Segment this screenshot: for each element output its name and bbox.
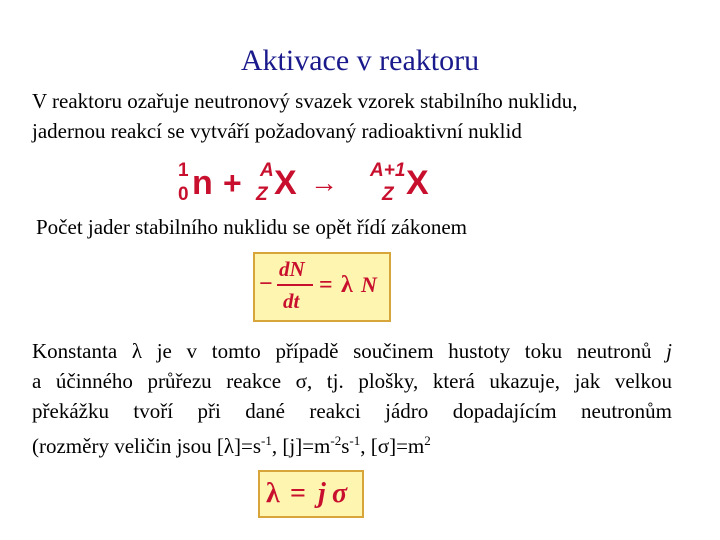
lambda-inline: λ [131, 339, 143, 363]
nuclear-reaction-equation [170, 152, 440, 207]
target-symbol: X [274, 164, 297, 202]
equals-sign: = [319, 272, 333, 298]
sigma-symbol-final: σ [332, 478, 348, 509]
j-symbol-final: j [318, 478, 326, 509]
constant-line-1: Konstanta λ je v tomto případě součinem hustoty toku neutronů j [32, 339, 672, 363]
intro-line-2: jadernou reakcí se vytváří požadovaný radioaktivní nuklid [32, 119, 522, 143]
lambda-symbol-final: λ [266, 478, 280, 509]
j-inline: j [666, 339, 672, 363]
target-charge-number: Z [256, 184, 268, 205]
plus-sign: + [223, 165, 242, 201]
N-symbol: N [361, 272, 377, 297]
decay-law-text: Počet jader stabilního nuklidu se opět řídí zákonem [36, 215, 467, 239]
equals-sign-final: = [290, 478, 306, 509]
neutron-mass-number: 1 [178, 160, 189, 181]
intro-paragraph [32, 86, 702, 146]
lambda-symbol: λ [341, 272, 353, 298]
target-mass-number: A [260, 160, 274, 181]
dN-numerator: dN [279, 257, 305, 281]
minus-sign: − [259, 271, 273, 297]
product-charge-number: Z [382, 184, 394, 205]
product-mass-number: A+1 [370, 160, 406, 181]
reaction-arrow: → [310, 167, 338, 198]
intro-line-1: V reaktoru ozařuje neutronový svazek vzorek stabilního nuklidu, [32, 89, 578, 113]
final-formula [260, 472, 360, 514]
constant-line-2: a účinného průřezu reakce σ, tj. plošky, která ukazuje, jak velkou [32, 369, 672, 393]
product-symbol: X [406, 164, 429, 202]
neutron-symbol: n [192, 164, 213, 202]
slide-title: Aktivace v reaktoru [240, 44, 480, 77]
constant-line-3: překážku tvoří při dané reakci jádro dopadajícím neutronům [32, 399, 672, 423]
neutron-charge-number: 0 [178, 184, 189, 205]
dt-denominator: dt [283, 289, 300, 313]
decay-law-formula [255, 254, 387, 318]
constant-line-4: (rozměry veličin jsou $[\lambda]=s^{-1}$, $[j]=m^{-2}s^{-1}$, $[\sigma]=m^2$ [32, 433, 431, 458]
constant-paragraph [32, 336, 672, 461]
